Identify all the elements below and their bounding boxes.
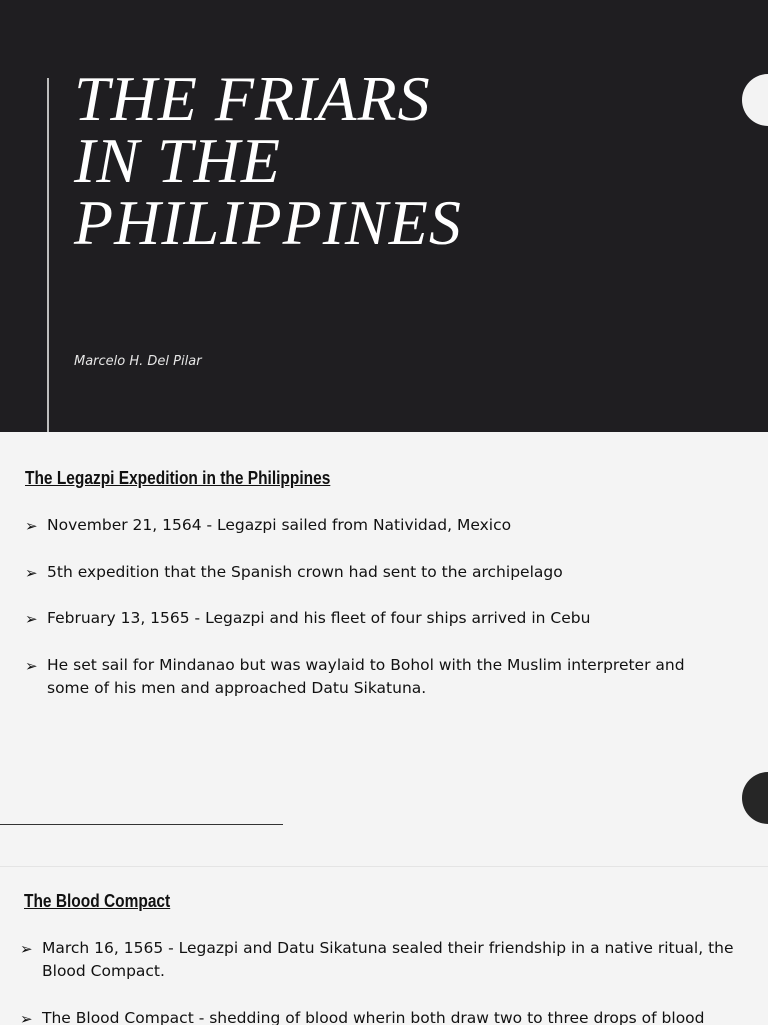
title-line-3: PHILIPPINES — [74, 192, 462, 254]
arrow-bullet-icon: ➢ — [25, 655, 38, 678]
arrow-bullet-icon: ➢ — [25, 608, 38, 631]
list-item-text: He set sail for Mindanao but was waylaid to Bohol with the Muslim interpreter and some of his men and approached Datu Sikatuna. — [47, 656, 685, 697]
arrow-bullet-icon: ➢ — [25, 515, 38, 538]
author-subtitle: Marcelo H. Del Pilar — [74, 354, 202, 369]
arrow-bullet-icon: ➢ — [25, 562, 38, 585]
bullet-list — [20, 937, 735, 1025]
list-item — [25, 607, 715, 630]
decorative-circle — [742, 772, 768, 824]
arrow-bullet-icon: ➢ — [20, 1008, 33, 1025]
title-line-2: IN THE — [74, 130, 462, 192]
divider — [0, 824, 283, 825]
slide-heading: The Legazpi Expedition in the Philippines — [25, 468, 330, 489]
list-item — [25, 514, 715, 537]
page-title — [74, 68, 462, 254]
decorative-circle — [742, 74, 768, 126]
list-item — [20, 937, 735, 983]
title-line-1: THE FRIARS — [74, 68, 462, 130]
legazpi-slide — [0, 432, 768, 866]
title-accent-line — [47, 78, 49, 432]
list-item — [20, 1007, 735, 1025]
bullet-list — [25, 514, 715, 723]
title-slide — [0, 0, 768, 432]
slide-heading: The Blood Compact — [24, 891, 170, 912]
list-item — [25, 654, 715, 700]
list-item — [25, 561, 715, 584]
blood-compact-slide — [0, 866, 768, 1025]
list-item-text: February 13, 1565 - Legazpi and his fleet of four ships arrived in Cebu — [47, 609, 590, 627]
list-item-text: 5th expedition that the Spanish crown had sent to the archipelago — [47, 563, 563, 581]
list-item-text: March 16, 1565 - Legazpi and Datu Sikatuna sealed their friendship in a native ritual, the Blood Compact. — [42, 939, 734, 980]
list-item-text: The Blood Compact - shedding of blood wherin both draw two to three drops of blood — [42, 1009, 705, 1025]
arrow-bullet-icon: ➢ — [20, 938, 33, 961]
list-item-text: November 21, 1564 - Legazpi sailed from Natividad, Mexico — [47, 516, 511, 534]
